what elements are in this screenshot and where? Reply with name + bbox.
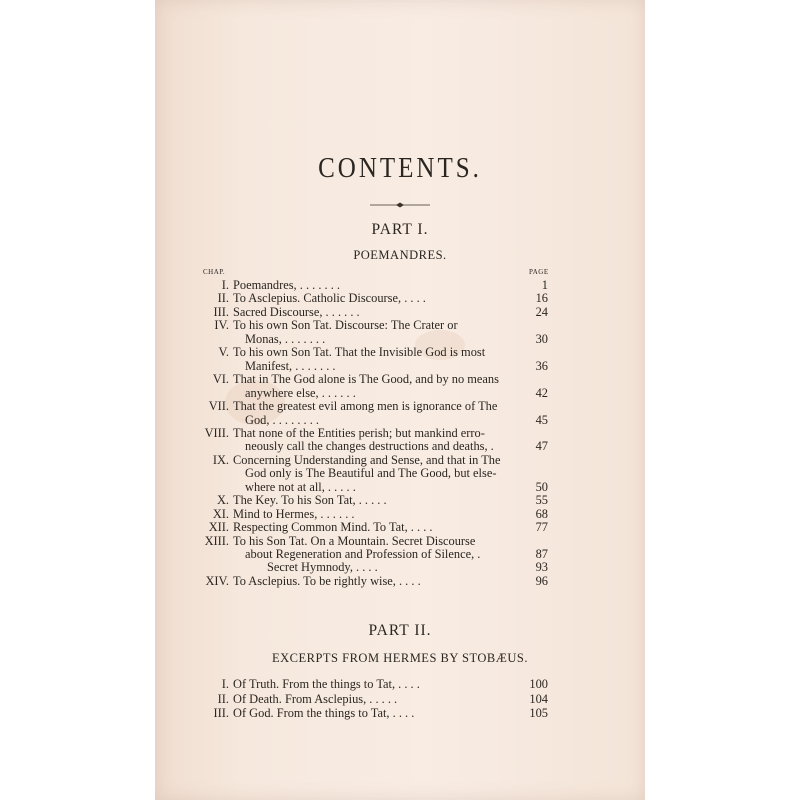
part-one-subheading: POEMANDRES. — [353, 248, 447, 262]
part-one-page-number: 1 — [541, 278, 548, 292]
part-one-chapter-number: IX. — [212, 452, 229, 467]
page-column-header: PAGE — [529, 268, 549, 276]
part-one-entry-title: about Regeneration and Profession of Silence, . — [245, 547, 481, 561]
part-one-page-number: 87 — [535, 547, 548, 561]
part-one-entry-title: To Asclepius. Catholic Discourse, . . . . — [233, 291, 426, 306]
part-two-page-number: 105 — [529, 706, 548, 720]
part-one-entry-title: That none of the Entities perish; but mankind erro- — [233, 425, 485, 440]
title-ornament-divider — [370, 201, 430, 209]
book-page — [155, 0, 645, 800]
part-two-chapter-number: I. — [221, 677, 229, 691]
part-two-page-number: 104 — [529, 691, 548, 706]
part-two-page-number: 100 — [529, 677, 548, 691]
part-one-entry-title: To Asclepius. To be rightly wise, . . . . — [233, 573, 421, 588]
part-one-page-number: 30 — [535, 331, 548, 346]
part-one-page-number: 96 — [535, 573, 548, 588]
part-one-page-number: 16 — [535, 291, 548, 306]
part-two-entry-title: Of Death. From Asclepius, . . . . . — [233, 691, 398, 706]
part-one-entry-title: To his Son Tat. On a Mountain. Secret Discourse — [233, 533, 476, 548]
part-one-chapter-number: IV. — [214, 318, 229, 333]
part-one-page-number: 93 — [535, 560, 548, 575]
part-one-entry-title: Concerning Understanding and Sense, and that in The — [233, 452, 501, 467]
part-one-page-number: 68 — [535, 506, 548, 521]
part-one-chapter-number: V. — [218, 345, 229, 360]
part-one-entry-title: Sacred Discourse, . . . . . . — [233, 304, 360, 319]
part-one-chapter-number: VI. — [212, 372, 229, 387]
part-one-chapter-number: XI. — [212, 506, 229, 521]
part-one-entry-title: neously call the changes destructions and deaths, . — [245, 439, 494, 454]
part-one-page-number: 50 — [535, 479, 548, 494]
part-one-entry-title: That in The God alone is The Good, and by no means — [233, 372, 499, 387]
part-one-chapter-number: II. — [217, 291, 229, 306]
part-one-page-number: 36 — [535, 358, 548, 373]
part-two-chapter-number: II. — [217, 691, 229, 706]
part-one-chapter-number: XIV. — [205, 573, 229, 588]
part-one-chapter-number: X. — [216, 493, 229, 508]
part-two-entry-title: Of God. From the things to Tat, . . . . — [233, 706, 415, 720]
part-one-entry-title: anywhere else, . . . . . . — [245, 385, 356, 400]
chapter-column-header: CHAP. — [203, 268, 226, 276]
part-one-chapter-number: XII. — [208, 520, 229, 535]
part-one-chapter-number: VIII. — [204, 425, 229, 440]
part-one-page-number: 45 — [535, 412, 548, 427]
part-one-entry-title: Monas, . . . . . . . — [245, 331, 326, 346]
part-one-entry-title: Respecting Common Mind. To Tat, . . . . — [233, 520, 433, 535]
part-one-entry-title: To his own Son Tat. That the Invisible God is most — [233, 345, 486, 360]
part-one-entry-title: The Key. To his Son Tat, . . . . . — [233, 493, 387, 508]
part-one-entry-title: God, . . . . . . . . — [245, 412, 319, 427]
page-title: CONTENTS. — [318, 153, 482, 184]
part-two-heading: PART II. — [368, 622, 432, 639]
part-one-entry-title: Poemandres, . . . . . . . — [233, 278, 341, 292]
part-one-entry-title: Secret Hymnody, . . . . — [267, 560, 378, 575]
part-one-page-number: 55 — [535, 493, 548, 508]
part-one-entry-title: That the greatest evil among men is ignorance of The — [233, 399, 498, 414]
part-one-page-number: 24 — [535, 304, 548, 319]
part-one-page-number: 47 — [535, 439, 548, 454]
part-one-entry-title: Manifest, . . . . . . . — [245, 358, 336, 373]
part-two-subheading: EXCERPTS FROM HERMES BY STOBÆUS. — [272, 651, 528, 665]
part-one-chapter-number: I. — [221, 278, 229, 292]
part-one-entry-title: To his own Son Tat. Discourse: The Crater or — [233, 318, 458, 333]
part-one-chapter-number: XIII. — [204, 533, 229, 548]
part-one-entry-title: God only is The Beautiful and The Good, but else- — [245, 466, 497, 481]
part-one-page-number: 77 — [535, 520, 548, 535]
part-one-heading: PART I. — [371, 221, 429, 238]
part-two-chapter-number: III. — [213, 706, 229, 720]
part-one-chapter-number: VII. — [208, 399, 229, 414]
part-one-entry-title: Mind to Hermes, . . . . . . — [233, 506, 355, 521]
part-one-entry-title: where not at all, . . . . . — [245, 479, 356, 494]
part-one-chapter-number: III. — [213, 304, 229, 319]
part-two-entry-title: Of Truth. From the things to Tat, . . . . — [233, 677, 420, 691]
part-one-page-number: 42 — [535, 385, 548, 400]
